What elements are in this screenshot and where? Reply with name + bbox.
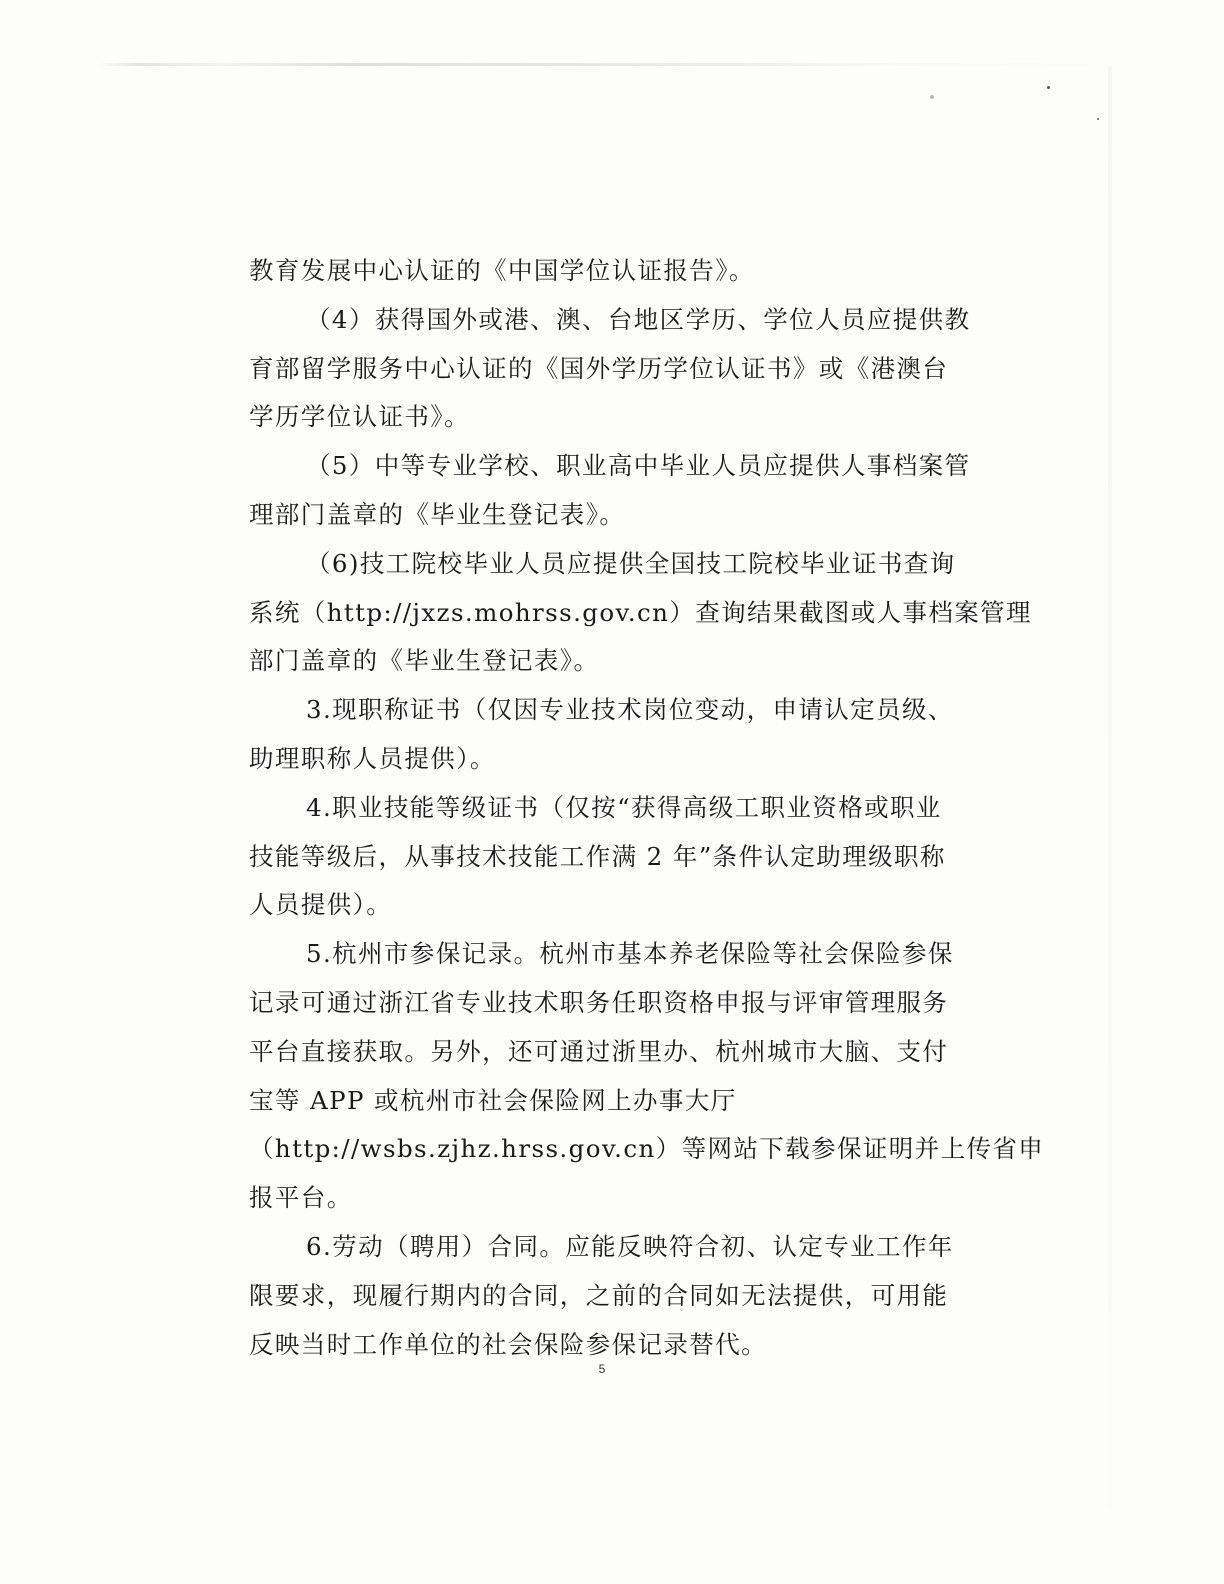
text-line: 限要求，现履行期内的合同，之前的合同如无法提供，可用能 — [249, 1280, 949, 1310]
text-line: 宝等 APP 或杭州市社会保险网上办事大厅 — [249, 1085, 737, 1115]
scan-speck — [930, 95, 934, 99]
page-number: 5 — [598, 1362, 606, 1376]
scan-speck — [1097, 118, 1099, 120]
text-line: 技能等级后，从事技术技能工作满 2 年”条件认定助理级职称 — [249, 841, 946, 871]
text-line: （4）获得国外或港、澳、台地区学历、学位人员应提供教 — [306, 304, 971, 334]
text-line: 人员提供）。 — [249, 890, 393, 920]
text-line: 6.劳动（聘用）合同。应能反映符合初、认定专业工作年 — [306, 1231, 954, 1261]
text-line: 助理职称人员提供）。 — [249, 743, 496, 773]
scan-shadow — [1108, 66, 1112, 1506]
text-line: 5.杭州市参保记录。杭州市基本养老保险等社会保险参保 — [306, 939, 954, 969]
text-line: 报平台。 — [249, 1183, 353, 1213]
body-text — [249, 247, 1045, 1369]
text-line: 记录可通过浙江省专业技术职务任职资格申报与评审管理服务 — [249, 987, 949, 1017]
text-line: 学历学位认证书》。 — [249, 402, 470, 432]
text-line: 系统（http://jxzs.mohrss.gov.cn）查询结果截图或人事档案管理 — [249, 597, 1032, 627]
text-line: 教育发展中心认证的《中国学位认证报告》。 — [249, 256, 755, 285]
text-line: 反映当时工作单位的社会保险参保记录替代。 — [249, 1329, 767, 1359]
text-line: （5）中等专业学校、职业高中毕业人员应提供人事档案管 — [306, 451, 971, 481]
text-line: （6)技工院校毕业人员应提供全国技工院校毕业证书查询 — [306, 548, 956, 578]
text-line: 部门盖章的《毕业生登记表》。 — [249, 646, 600, 676]
text-line: 平台直接获取。另外，还可通过浙里办、杭州城市大脑、支付 — [249, 1036, 949, 1066]
scan-edge — [98, 63, 1108, 66]
text-line: 育部留学服务中心认证的《国外学历学位认证书》或《港澳台 — [249, 353, 949, 383]
text-line: 4.职业技能等级证书（仅按“获得高级工职业资格或职业 — [306, 792, 942, 822]
text-line: 理部门盖章的《毕业生登记表》。 — [249, 499, 626, 529]
text-line: （http://wsbs.zjhz.hrss.gov.cn）等网站下载参保证明并上传省申 — [249, 1134, 1045, 1164]
scan-speck — [1047, 86, 1050, 89]
text-line: 3.现职称证书（仅因专业技术岗位变动，申请认定员级、 — [306, 695, 954, 725]
